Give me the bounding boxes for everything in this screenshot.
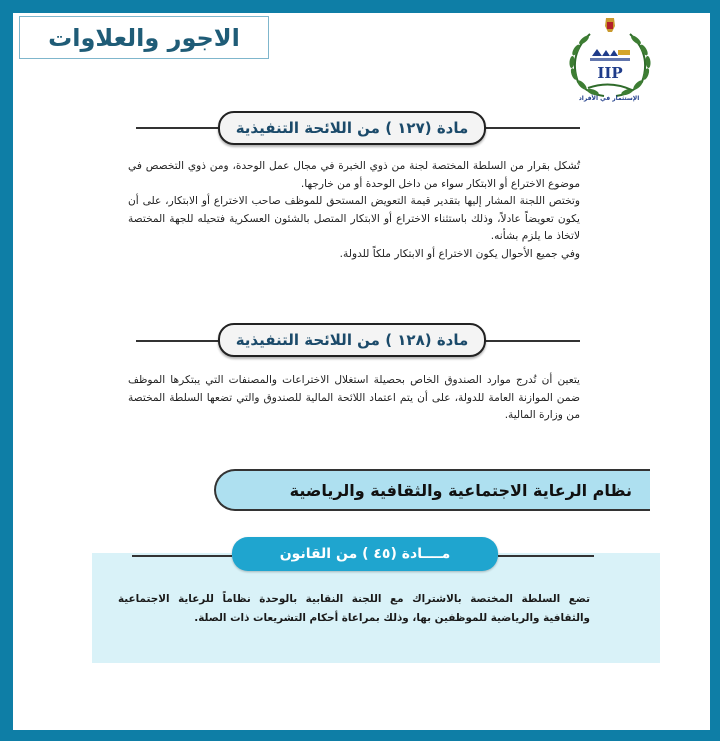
heading-rule-right (498, 555, 594, 557)
iip-emblem-icon (560, 12, 660, 104)
article-127-paragraph: وتختص اللجنة المشار إليها بتقدير قيمة التعويض المستحق للموظف صاحب الاختراع أو الابتكار، على أن يكون تعويضاً عادلاً، وذلك باستثناء الاختراع أو الابتكار المتصل بالشئون العسكرية فتحيله للجهة المختصة لاتخاذ ما يلزم بشأنه. (128, 195, 580, 242)
heading-rule-left (136, 340, 220, 342)
article-128-body (128, 372, 580, 425)
article-127-paragraph: وفي جميع الأحوال يكون الاختراع أو الابتكار ملكاً للدولة. (339, 247, 580, 260)
heading-rule-right (484, 340, 580, 342)
article-127-paragraph: تُشكل بقرار من السلطة المختصة لجنة من ذوي الخبرة في مجال عمل الوحدة، ومن ذوي التخصص في موضوع الاختراع أو الابتكار سواء من داخل الوحدة أو من خارجها. (128, 160, 580, 190)
law-article-45-heading (232, 537, 498, 571)
article-127-heading-text: مادة (١٢٧ ) من اللائحة التنفيذية (235, 119, 469, 137)
heading-rule-left (136, 127, 220, 129)
article-127-heading (218, 111, 486, 145)
section-heading (214, 469, 650, 511)
svg-text:IIP: IIP (597, 64, 623, 82)
law-article-45-heading-text: مــــادة (٤٥ ) من القانون (279, 546, 451, 562)
article-128-heading-text: مادة (١٢٨ ) من اللائحة التنفيذية (235, 331, 469, 349)
article-128-paragraph: يتعين أن تُدرج موارد الصندوق الخاص بحصيلة استغلال الاختراعات والمصنفات التي يبتكرها الموظف ضمن الموازنة العامة للدولة، على أن يتم اعتماد اللائحة المالية للصندوق والتي تضعها السلطة المختصة من وزارة المالية. (128, 374, 580, 421)
law-article-45-paragraph: تضع السلطة المختصة بالاشتراك مع اللجنة النقابية بالوحدة نظاماً للرعاية الاجتماعية والثقافية والرياضية للموظفين بها، وذلك بمراعاة أحكام التشريعات ذات الصلة. (118, 593, 590, 624)
heading-rule-left (132, 555, 232, 557)
law-article-45-body (118, 590, 590, 628)
logo-tagline: الإستثمار في الأفراد (578, 95, 640, 102)
page-title-box (19, 16, 269, 59)
article-128-heading (218, 323, 486, 357)
section-heading-text: نظام الرعاية الاجتماعية والثقافية والرياضية (289, 480, 632, 500)
article-127-body (128, 158, 580, 263)
heading-rule-right (484, 127, 580, 129)
page-title: الاجور والعلاوات (48, 23, 240, 52)
